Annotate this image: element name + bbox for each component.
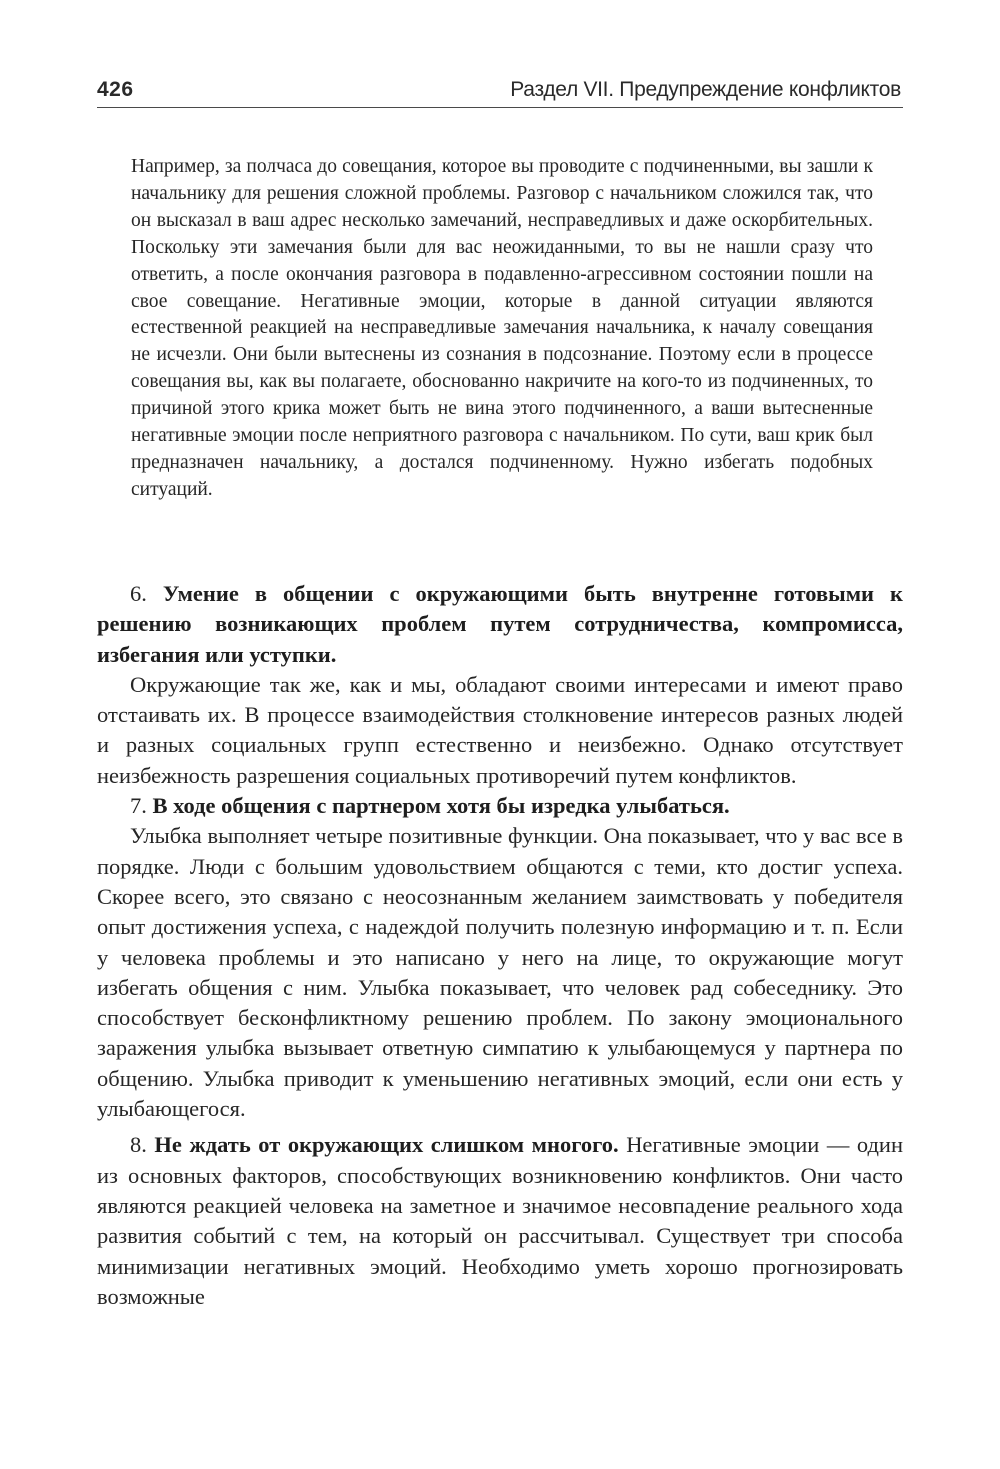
- rule-7-paragraph: Улыбка выполняет четыре позитивные функции. Она показывает, что у вас все в порядке. Люди с большим удовольствием общаются с теми, кто достиг успеха. Скорее всего, это связано с неосознанным желанием заимствовать у победителя опыт достижения успеха, с надеждой получить полезную информацию и т. п. Если у человека проблемы и это написано у него на лице, то окружающие могут избегать общения с ним. Улыбка показывает, что человек рад собеседнику. Это способствует бесконфликтному решению проблем. По закону эмоционального заражения улыбка вызывает ответную симпатию к улыбающемуся у партнера по общению. Улыбка приводит к уменьшению негативных эмоций, если они есть у улыбающегося.: [97, 823, 903, 1122]
- main-text: [97, 575, 903, 1312]
- rule-8-text: Негативные эмоции — один из основных факторов, способствующих возникновению конфликтов. Они часто являются реакцией человека на заметное и значимое несовпадение реального хода развития событий с тем, на который он рассчитывал. Существует три способа минимизации негативных эмоций. Необходимо уметь хорошо прогнозировать возможные: [97, 1132, 904, 1309]
- example-paragraph: Например, за полчаса до совещания, которое вы проводите с подчиненными, вы зашли к начальнику для решения сложной проблемы. Разговор с начальником сложился так, что он высказал в ваш адрес несколько замечаний, несправедливых и даже оскорбительных. Поскольку эти замечания были для вас неожиданными, то вы не нашли сразу что ответить, а после окончания разговора в подавленно-агрессивном состоянии пошли на свое совещание. Негативные эмоции, которые в данной ситуации являются естественной реакцией на несправедливые замечания начальника, к началу совещания не исчезли. Они были вытеснены из сознания в подсознание. Поэтому если в процессе совещания вы, как вы полагаете, обоснованно накричите на кого-то из подчиненных, то причиной этого крика может быть не вина этого подчиненного, а ваши вытесненные негативные эмоции после неприятного разговора с начальником. По сути, ваш крик был предназначен начальнику, а достался подчиненному. Нужно избегать подобных ситуаций.: [131, 156, 873, 500]
- rule-8-paragraph: [97, 1130, 903, 1312]
- rule-8-number: 8.: [130, 1132, 147, 1158]
- rule-6-number: 6.: [130, 581, 147, 606]
- rule-8-title: Не ждать от окружающих слишком многого.: [154, 1132, 619, 1158]
- rule-7-heading: [97, 791, 903, 821]
- section-title: Раздел VII. Предупреждение конфликтов: [510, 78, 901, 101]
- rule-6-heading: [97, 579, 903, 670]
- rule-7-number: 7.: [130, 793, 147, 819]
- running-header: [97, 74, 903, 108]
- header-rule: [97, 107, 903, 108]
- page-number: 426: [97, 78, 134, 101]
- rule-6-title: Умение в общении с окружающими быть внутренне готовыми к решению возникающих проблем путем сотрудничества, компромисса, избегания или уступки.: [97, 581, 903, 667]
- rule-7-title: В ходе общения с партнером хотя бы изредка улыбаться.: [152, 793, 730, 819]
- rule-6-paragraph: Окружающие так же, как и мы, обладают своими интересами и имеют право отстаивать их. В процессе взаимодействия столкновение интересов разных людей и разных социальных групп естественно и неизбежно. Однако отсутствует неизбежность разрешения социальных противоречий путем конфликтов.: [97, 671, 903, 788]
